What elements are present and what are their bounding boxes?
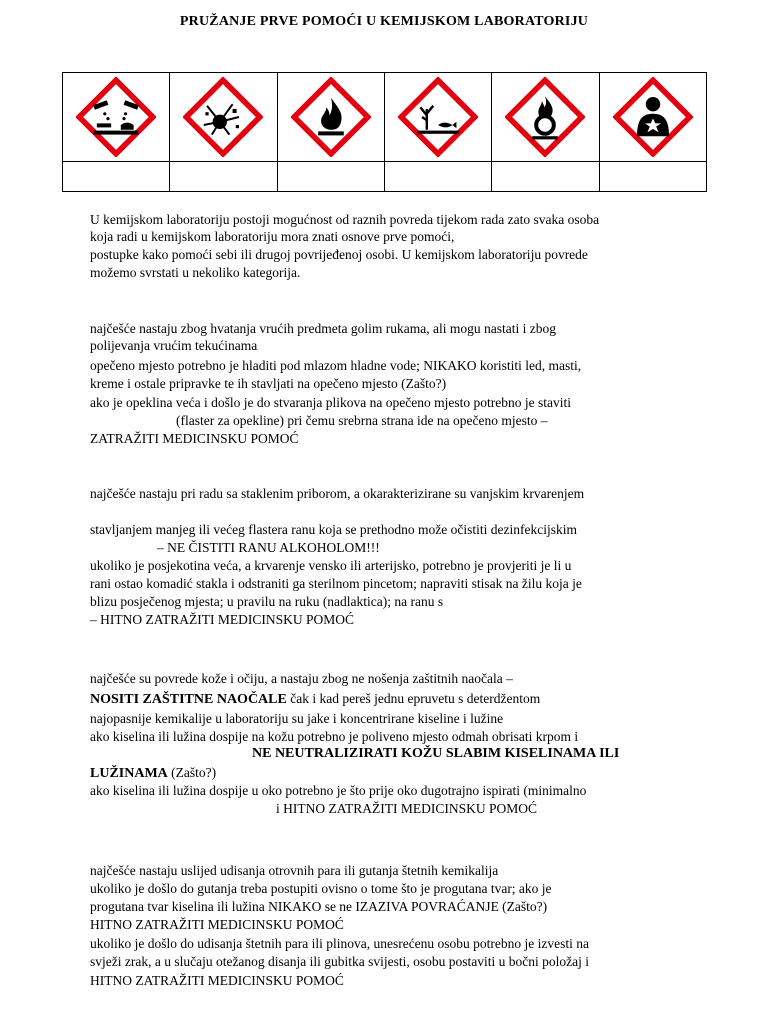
page-title: PRUŽANJE PRVE POMOĆI U KEMIJSKOM LABORATORIJU — [179, 14, 589, 29]
pictogram-cell — [170, 73, 277, 162]
explosive-icon — [183, 77, 263, 157]
poisoning-line: HITNO ZATRAŽITI MEDICINSKU POMOĆ — [90, 973, 344, 988]
chemical-line: najopasnije kemikalije u laboratoriju su jake i koncentrirane kiseline i lužine — [90, 711, 504, 726]
flammable-icon — [291, 77, 371, 157]
pictogram-cell — [599, 73, 706, 162]
pictogram-label-cell[interactable] — [170, 162, 277, 192]
cuts-line: – NE ČISTITI RANU ALKOHOLOM!!! — [157, 540, 380, 555]
cuts-line: rani ostao komadić stakla i odstraniti ga sterilnom pincetom; napraviti stisak na žilu koja je — [90, 576, 582, 591]
pictogram-label-cell[interactable] — [277, 162, 384, 192]
poisoning-line: progutana tvar kiselina ili lužina NIKAKO se ne IZAZIVA POVRAĆANJE (Zašto?) — [90, 899, 548, 914]
goggles-warning: NOSITI ZAŠTITNE NAOČALE — [90, 692, 287, 707]
burns-line: ZATRAŽITI MEDICINSKU POMOĆ — [90, 431, 299, 446]
pictogram-cell — [277, 73, 384, 162]
poisoning-line: ukoliko je došlo do gutanja treba postupiti ovisno o tome što je progutana tvar; ako je — [90, 881, 552, 896]
intro-line: U kemijskom laboratoriju postoji mogućnost od raznih povreda tijekom rada zato svaka osoba — [90, 212, 600, 227]
hazard-pictogram-table — [62, 72, 707, 192]
intro-line: koja radi u kemijskom laboratoriju mora znati osnove prve pomoći, — [90, 229, 455, 244]
corrosive-icon — [76, 77, 156, 157]
pictogram-cell — [384, 73, 491, 162]
oxidizer-icon — [505, 77, 585, 157]
cuts-line: – HITNO ZATRAŽITI MEDICINSKU POMOĆ — [90, 612, 354, 627]
poisoning-line: najčešće nastaju uslijed udisanja otrovnih para ili gutanja štetnih kemikalija — [90, 863, 499, 878]
chemical-line: najčešće su povrede kože i očiju, a nastaju zbog ne nošenja zaštitnih naočala – — [90, 671, 513, 686]
cuts-line: blizu posječenog mjesta; u pravilu na ruku (nadlaktica); na ranu s — [90, 594, 444, 609]
chemical-line: ako kiselina ili lužina dospije na kožu potrebno je poliveno mjesto odmah obrisati krpom i — [90, 729, 579, 744]
burns-line: najčešće nastaju zbog hvatanja vrućih predmeta golim rukama, ali mogu nastati i zbog — [90, 321, 556, 336]
burns-line: kreme i ostale pripravke te ih stavljati na opečeno mjesto (Zašto?) — [90, 376, 447, 391]
intro-line: postupke kako pomoći sebi ili drugoj povrijeđenoj osobi. U kemijskom laboratoriju povrede — [90, 247, 588, 262]
cuts-line: najčešće nastaju pri radu sa staklenim priborom, a okarakterizirane su vanjskim krvarenjem — [90, 486, 585, 501]
poisoning-line: HITNO ZATRAŽITI MEDICINSKU POMOĆ — [90, 917, 344, 932]
cuts-line: ukoliko je posjekotina veća, a krvarenje vensko ili arterijsko, potrebno je provjeriti je li u — [90, 558, 572, 573]
burns-line: opečeno mjesto potrebno je hladiti pod mlazom hladne vode; NIKAKO koristiti led, masti, — [90, 358, 582, 373]
pictogram-label-cell[interactable] — [599, 162, 706, 192]
intro-line: možemo svrstati u nekoliko kategorija. — [90, 265, 301, 280]
poisoning-line: ukoliko je došlo do udisanja štetnih para ili plinova, unesrećenu osobu potrebno je izvesti na — [90, 936, 590, 951]
burns-line: polijevanja vrućim tekućinama — [90, 338, 258, 353]
burns-line: ako je opeklina veća i došlo je do stvaranja plikova na opečeno mjesto potrebno je staviti — [90, 395, 571, 410]
chemical-line: i HITNO ZATRAŽITI MEDICINSKU POMOĆ — [276, 801, 537, 816]
pictogram-label-cell[interactable] — [384, 162, 491, 192]
chemical-line: LUŽINAMA (Zašto?) — [90, 765, 217, 781]
chemical-line: ako kiselina ili lužina dospije u oko potrebno je što prije oko dugotrajno ispirati (minimalno — [90, 783, 587, 798]
pictogram-label-cell[interactable] — [63, 162, 170, 192]
neutralize-warning: NE NEUTRALIZIRATI KOŽU SLABIM KISELINAMA ILI — [252, 746, 620, 761]
chemical-line: NOSITI ZAŠTITNE NAOČALE čak i kad pereš jednu epruvetu s deterdžentom — [90, 691, 541, 707]
cuts-line: stavljanjem manjeg ili većeg flastera ranu koja se prethodno može očistiti dezinfekcijskim — [90, 522, 577, 537]
burns-line: (flaster za opekline) pri čemu srebrna strana ide na opečeno mjesto – — [176, 413, 548, 428]
pictogram-cell — [492, 73, 599, 162]
environment-hazard-icon — [398, 77, 478, 157]
poisoning-line: svježi zrak, a u slučaju otežanog disanja ili gubitka svijesti, osobu postaviti u bočni položaj i — [90, 954, 590, 969]
health-hazard-icon — [613, 77, 693, 157]
pictogram-cell — [63, 73, 170, 162]
pictogram-label-cell[interactable] — [492, 162, 599, 192]
